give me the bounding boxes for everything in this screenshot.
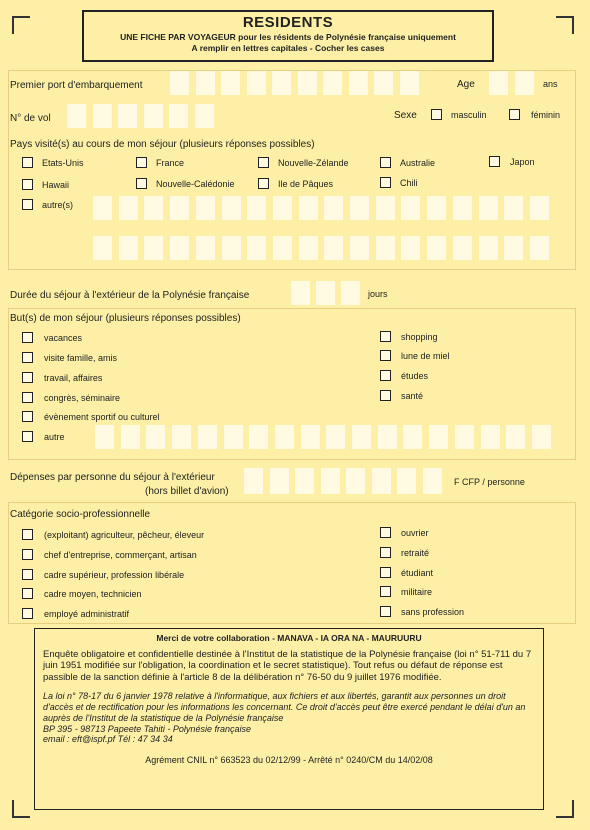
letter-cell[interactable]: [247, 71, 266, 95]
letter-cell[interactable]: [170, 236, 189, 260]
letter-cell[interactable]: [270, 468, 289, 494]
checkbox-cadre-superieur[interactable]: [22, 569, 33, 580]
letter-cell[interactable]: [93, 104, 112, 128]
letter-cell[interactable]: [67, 104, 86, 128]
letter-cell[interactable]: [118, 104, 137, 128]
letter-cell[interactable]: [196, 236, 215, 260]
option-congres: congrès, séminaire: [44, 393, 121, 403]
section-category: [8, 502, 576, 624]
letter-cell[interactable]: [93, 196, 112, 220]
duration-cell-3[interactable]: [341, 281, 360, 305]
letter-cell[interactable]: [247, 196, 266, 220]
option-feminin: féminin: [531, 110, 561, 120]
letter-cell[interactable]: [299, 196, 318, 220]
checkbox-france[interactable]: [136, 157, 147, 168]
letter-cell[interactable]: [372, 468, 391, 494]
letter-cell[interactable]: [144, 236, 163, 260]
letter-cell[interactable]: [95, 425, 114, 449]
checkbox-militaire[interactable]: [380, 586, 391, 597]
letter-cell[interactable]: [378, 425, 397, 449]
letter-cell[interactable]: [198, 425, 217, 449]
option-lune-de-miel: lune de miel: [401, 351, 450, 361]
letter-cell[interactable]: [401, 236, 420, 260]
checkbox-chili[interactable]: [380, 177, 391, 188]
countries-heading: Pays visité(s) au cours de mon séjour (plusieurs réponses possibles): [10, 139, 315, 150]
form-instructions: A remplir en lettres capitales - Cocher les cases: [191, 43, 385, 53]
letter-cell[interactable]: [479, 236, 498, 260]
checkbox-evenement[interactable]: [22, 411, 33, 422]
option-militaire: militaire: [401, 587, 433, 597]
age-cell-2[interactable]: [515, 71, 534, 95]
legal-notice-box: [34, 628, 544, 810]
duration-cell-2[interactable]: [316, 281, 335, 305]
age-cell-1[interactable]: [489, 71, 508, 95]
option-ouvrier: ouvrier: [401, 528, 429, 538]
form-subtitle: [84, 32, 492, 42]
option-ile-de-paques: Ile de Pâques: [278, 179, 334, 189]
option-agriculteur: (exploitant) agriculteur, pêcheur, éleveur: [44, 530, 205, 540]
checkbox-shopping[interactable]: [380, 331, 391, 342]
option-autres-pays: autre(s): [42, 200, 74, 210]
letter-cell[interactable]: [323, 71, 342, 95]
checkbox-australie[interactable]: [380, 157, 391, 168]
letter-cell[interactable]: [427, 196, 446, 220]
checkbox-feminin[interactable]: [509, 109, 520, 120]
option-cadre-moyen: cadre moyen, technicien: [44, 589, 142, 599]
letter-cell[interactable]: [530, 236, 549, 260]
expenses-unit: F CFP / personne: [454, 477, 525, 487]
letter-cell[interactable]: [298, 71, 317, 95]
notice-paragraph-survey: Enquête obligatoire et confidentielle destinée à l'Institut de la statistique de la Polynésie française (loi n° 51-711 du 7 juin 1951 modifiée sur l'obligation, la coordination et le secret statistique). Tout refus ou défaut de réponse est passible de la sanction définie à l'article 8 de la délibération n° 76-50 du 9 juillet 1976 modifiée.: [43, 649, 532, 683]
letter-cell[interactable]: [374, 71, 393, 95]
checkbox-autres-pays[interactable]: [22, 199, 33, 210]
notice-footer: Agrément CNIL n° 663523 du 02/12/99 - Arrêté n° 0240/CM du 14/02/08: [145, 755, 433, 766]
option-sans-profession: sans profession: [401, 607, 465, 617]
option-vacances: vacances: [44, 333, 83, 343]
letter-cell[interactable]: [423, 468, 442, 494]
duration-cell-1[interactable]: [291, 281, 310, 305]
option-autre-but: autre: [44, 432, 65, 442]
checkbox-nouvelle-caledonie[interactable]: [136, 178, 147, 189]
letter-cell[interactable]: [170, 71, 189, 95]
letter-cell[interactable]: [346, 468, 365, 494]
checkbox-vacances[interactable]: [22, 332, 33, 343]
letter-cell[interactable]: [222, 196, 241, 220]
letter-cell[interactable]: [273, 236, 292, 260]
letter-cell[interactable]: [453, 196, 472, 220]
letter-cell[interactable]: [196, 196, 215, 220]
expenses-label: Dépenses par personne du séjour à l'extérieur: [10, 472, 215, 483]
letter-cell[interactable]: [224, 425, 243, 449]
letter-cell[interactable]: [196, 71, 215, 95]
letter-cell[interactable]: [532, 425, 551, 449]
letter-cell[interactable]: [324, 236, 343, 260]
letter-cell[interactable]: [397, 468, 416, 494]
duration-label: Durée du séjour à l'extérieur de la Polynésie française: [10, 290, 250, 301]
letter-cell[interactable]: [326, 425, 345, 449]
letter-cell[interactable]: [376, 196, 395, 220]
option-etudiant: étudiant: [401, 568, 434, 578]
option-sante: santé: [401, 391, 424, 401]
letter-cell[interactable]: [172, 425, 191, 449]
letter-cell[interactable]: [403, 425, 422, 449]
checkbox-retraite[interactable]: [380, 547, 391, 558]
checkbox-japon[interactable]: [489, 156, 500, 167]
checkbox-etats-unis[interactable]: [22, 157, 33, 168]
letter-cell[interactable]: [301, 425, 320, 449]
checkbox-chef-entreprise[interactable]: [22, 549, 33, 560]
checkbox-etudes[interactable]: [380, 370, 391, 381]
checkbox-autre-but[interactable]: [22, 431, 33, 442]
letter-cell[interactable]: [249, 425, 268, 449]
letter-cell[interactable]: [349, 71, 368, 95]
letter-cell[interactable]: [530, 196, 549, 220]
subtitle-rest: pour les résidents de Polynésie française uniquement: [235, 32, 456, 42]
port-label: Premier port d'embarquement: [10, 80, 143, 91]
option-masculin: masculin: [451, 110, 487, 120]
checkbox-etudiant[interactable]: [380, 567, 391, 578]
letter-cell[interactable]: [504, 196, 523, 220]
checkbox-ile-de-paques[interactable]: [258, 178, 269, 189]
letter-cell[interactable]: [119, 236, 138, 260]
letter-cell[interactable]: [427, 236, 446, 260]
option-japon: Japon: [510, 157, 535, 167]
option-chef-entreprise: chef d'entreprise, commerçant, artisan: [44, 550, 197, 560]
letter-cell[interactable]: [481, 425, 500, 449]
form-title: RESIDENTS: [242, 14, 334, 31]
checkbox-ouvrier[interactable]: [380, 527, 391, 538]
letter-cell[interactable]: [272, 71, 291, 95]
option-france: France: [156, 158, 185, 168]
option-nouvelle-zelande: Nouvelle-Zélande: [278, 158, 349, 168]
sexe-label: Sexe: [394, 110, 417, 121]
option-evenement: évènement sportif ou culturel: [44, 412, 160, 422]
age-label: Age: [457, 79, 475, 90]
letter-cell[interactable]: [350, 236, 369, 260]
letter-cell[interactable]: [400, 71, 419, 95]
letter-cell[interactable]: [93, 236, 112, 260]
flight-label: N° de vol: [10, 113, 51, 124]
checkbox-congres[interactable]: [22, 392, 33, 403]
letter-cell[interactable]: [504, 236, 523, 260]
purpose-heading: But(s) de mon séjour (plusieurs réponses possibles): [10, 313, 241, 324]
checkbox-visite-famille[interactable]: [22, 352, 33, 363]
letter-cell[interactable]: [429, 425, 448, 449]
letter-cell[interactable]: [295, 468, 314, 494]
letter-cell[interactable]: [376, 236, 395, 260]
letter-cell[interactable]: [455, 425, 474, 449]
checkbox-masculin[interactable]: [431, 109, 442, 120]
age-unit: ans: [543, 79, 558, 89]
option-australie: Australie: [400, 158, 436, 168]
subtitle-bold: UNE FICHE PAR VOYAGEUR: [120, 32, 236, 42]
option-nouvelle-caledonie: Nouvelle-Calédonie: [156, 179, 235, 189]
option-retraite: retraité: [401, 548, 430, 558]
letter-cell[interactable]: [169, 104, 188, 128]
option-visite-famille: visite famille, amis: [44, 353, 118, 363]
letter-cell[interactable]: [195, 104, 214, 128]
letter-cell[interactable]: [350, 196, 369, 220]
letter-cell[interactable]: [324, 196, 343, 220]
option-chili: Chili: [400, 178, 418, 188]
notice-contact: email : eft@ispf.pf Tél : 47 34 34: [43, 734, 173, 745]
notice-address: BP 395 - 98713 Papeete Tahiti - Polynésie française: [43, 723, 251, 734]
letter-cell[interactable]: [244, 468, 263, 494]
letter-cell[interactable]: [144, 196, 163, 220]
notice-paragraph-privacy: La loi n° 78-17 du 6 janvier 1978 relative à l'informatique, aux fichiers et aux libertés, garantit aux personnes un droit d'accès et de rectification pour les informations les concernant. Ce droit d'accès peut être exercé pendant le délai d'un an auprès de l'Institut de la statistique de la Polynésie française: [43, 691, 526, 723]
checkbox-lune-de-miel[interactable]: [380, 350, 391, 361]
checkbox-sans-profession[interactable]: [380, 606, 391, 617]
letter-cell[interactable]: [453, 236, 472, 260]
letter-cell[interactable]: [275, 425, 294, 449]
letter-cell[interactable]: [221, 71, 240, 95]
option-shopping: shopping: [401, 332, 438, 342]
expenses-sublabel: (hors billet d'avion): [145, 486, 229, 497]
category-heading: Catégorie socio-professionnelle: [10, 509, 151, 520]
letter-cell[interactable]: [144, 104, 163, 128]
letter-cell[interactable]: [273, 196, 292, 220]
checkbox-agriculteur[interactable]: [22, 529, 33, 540]
letter-cell[interactable]: [222, 236, 241, 260]
option-etats-unis: Etats-Unis: [42, 158, 84, 168]
duration-unit: jours: [368, 289, 388, 299]
option-cadre-superieur: cadre supérieur, profession libérale: [44, 570, 185, 580]
checkbox-cadre-moyen[interactable]: [22, 588, 33, 599]
checkbox-sante[interactable]: [380, 390, 391, 401]
corner-mark-bottom-right: [556, 800, 574, 818]
letter-cell[interactable]: [170, 196, 189, 220]
option-employe: employé administratif: [44, 609, 130, 619]
letter-cell[interactable]: [119, 196, 138, 220]
notice-heading: Merci de votre collaboration - MANAVA - IA ORA NA - MAURUURU: [156, 633, 422, 643]
letter-cell[interactable]: [121, 425, 140, 449]
form-title-box: [82, 10, 494, 62]
option-etudes: études: [401, 371, 429, 381]
checkbox-nouvelle-zelande[interactable]: [258, 157, 269, 168]
letter-cell[interactable]: [401, 196, 420, 220]
letter-cell[interactable]: [321, 468, 340, 494]
letter-cell[interactable]: [299, 236, 318, 260]
option-travail: travail, affaires: [44, 373, 103, 383]
letter-cell[interactable]: [146, 425, 165, 449]
corner-mark-top-left: [12, 16, 30, 34]
corner-mark-bottom-left: [12, 800, 30, 818]
letter-cell[interactable]: [352, 425, 371, 449]
checkbox-employe[interactable]: [22, 608, 33, 619]
letter-cell[interactable]: [479, 196, 498, 220]
letter-cell[interactable]: [506, 425, 525, 449]
checkbox-travail[interactable]: [22, 372, 33, 383]
corner-mark-top-right: [556, 16, 574, 34]
checkbox-hawaii[interactable]: [22, 179, 33, 190]
option-hawaii: Hawaii: [42, 180, 70, 190]
letter-cell[interactable]: [247, 236, 266, 260]
